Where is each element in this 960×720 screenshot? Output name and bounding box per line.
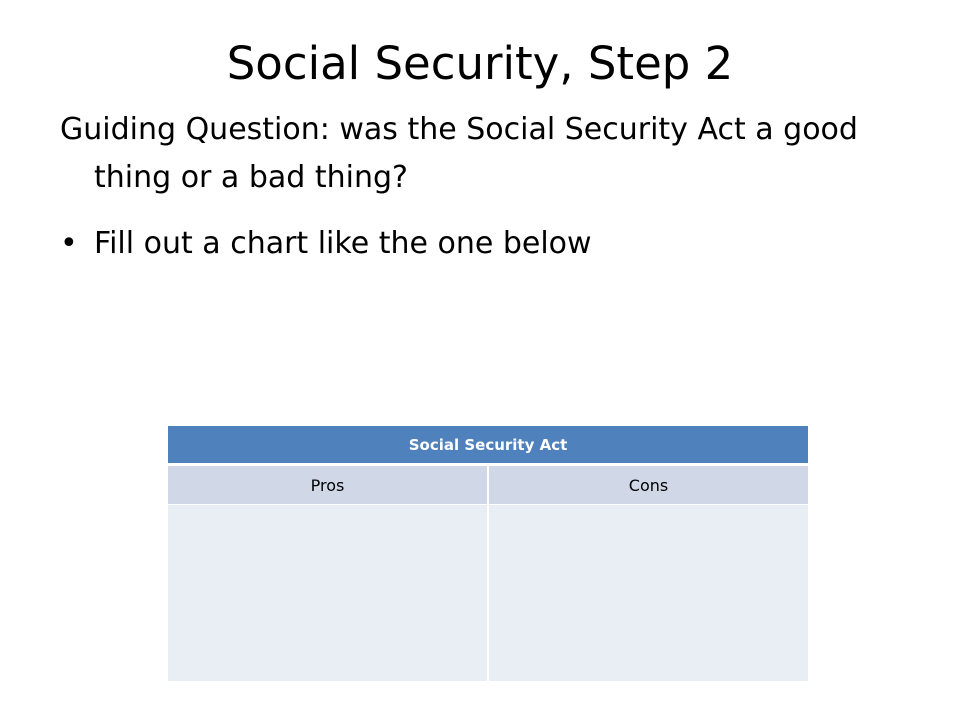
pros-cons-table xyxy=(168,426,808,681)
table-header: Social Security Act xyxy=(168,426,808,465)
bullet-item xyxy=(60,220,890,268)
column-header-cons: Cons xyxy=(488,465,808,505)
table-column-header-row xyxy=(168,465,808,505)
slide-title: Social Security, Step 2 xyxy=(226,37,734,90)
guiding-question: Guiding Question: was the Social Security Act a good thing or a bad thing? xyxy=(60,112,858,195)
cons-cell xyxy=(488,505,808,682)
bullet-text: Fill out a chart like the one below xyxy=(94,226,592,261)
pros-cell xyxy=(168,505,488,682)
bullet-icon: • xyxy=(60,226,78,261)
table-row xyxy=(168,505,808,682)
column-header-pros: Pros xyxy=(168,465,488,505)
